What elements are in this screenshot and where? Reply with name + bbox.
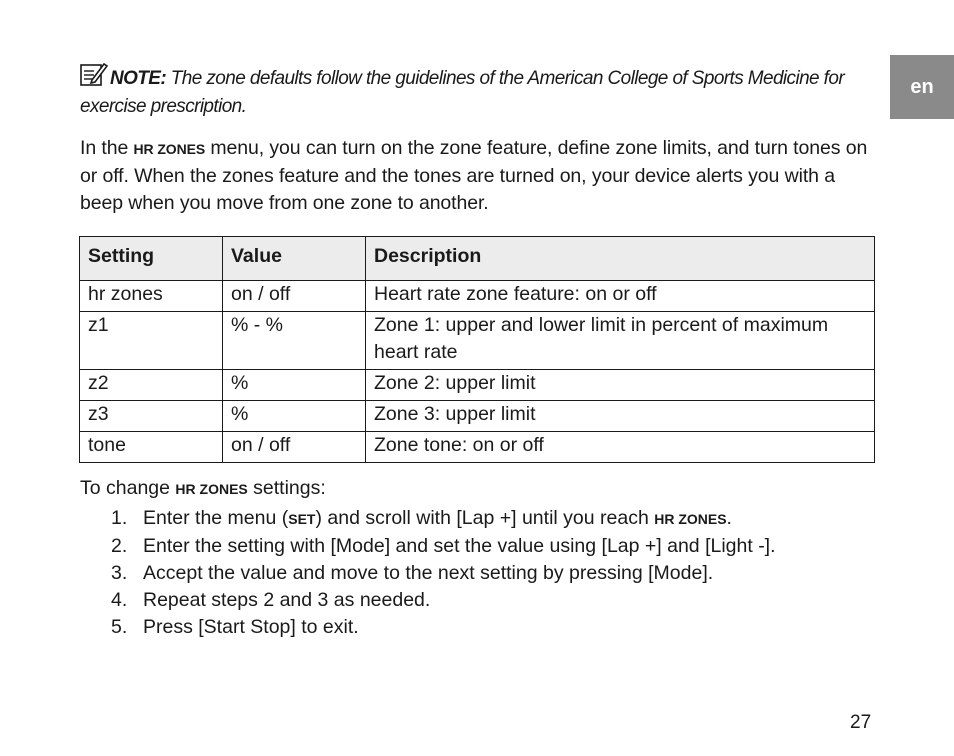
hr-zones-menu-name: HR ZONES	[175, 481, 248, 497]
cell-value: on / off	[223, 281, 366, 312]
change-text-start: To change	[80, 477, 176, 499]
cell-description: Zone 1: upper and lower limit in percent of maximum heart rate	[366, 312, 875, 370]
cell-description: Zone 2: upper limit	[366, 370, 875, 401]
list-item	[111, 533, 776, 560]
step-number: 3.	[111, 562, 128, 584]
step-text-part: .	[726, 507, 732, 529]
cell-description: Heart rate zone feature: on or off	[366, 281, 875, 312]
cell-setting: z2	[80, 370, 223, 401]
step-text: Accept the value and move to the next setting by pressing [Mode].	[143, 562, 714, 584]
cell-setting: z1	[80, 312, 223, 370]
cell-description: Zone 3: upper limit	[366, 401, 875, 432]
step-text: Repeat steps 2 and 3 as needed.	[143, 589, 431, 611]
table-row	[80, 401, 875, 432]
cell-value: %	[223, 370, 366, 401]
header-value: Value	[223, 237, 366, 281]
note-text: The zone defaults follow the guidelines of the American College of Sports Medicine for exercise prescription.	[80, 68, 845, 117]
step-text: Enter the setting with [Mode] and set the value using [Lap +] and [Light -].	[143, 535, 776, 557]
cell-value: % - %	[223, 312, 366, 370]
language-tab: en	[890, 55, 954, 119]
table-row	[80, 281, 875, 312]
header-description: Description	[366, 237, 875, 281]
header-setting: Setting	[80, 237, 223, 281]
step-number: 4.	[111, 589, 128, 611]
hr-zones-menu-name: HR ZONES	[654, 511, 727, 527]
note-paragraph	[80, 62, 880, 121]
list-item	[111, 560, 776, 587]
list-item	[111, 587, 776, 614]
list-item	[111, 614, 776, 641]
step-text-part: ) and scroll with [Lap +] until you reach	[315, 507, 655, 529]
table-row	[80, 312, 875, 370]
cell-setting: hr zones	[80, 281, 223, 312]
table-row	[80, 432, 875, 463]
intro-text-start: In the	[80, 137, 134, 159]
change-settings-intro	[80, 475, 326, 503]
hr-zones-menu-name: HR ZONES	[133, 141, 206, 157]
table-header-row	[80, 237, 875, 281]
settings-table	[79, 236, 875, 463]
change-text-end: settings:	[247, 477, 326, 499]
intro-text-end: menu, you can turn on the zone feature, define zone limits, and turn tones on or off. When the zones feature and the tones are turned on, your device alerts you with a beep when you move from one zone to another.	[80, 137, 868, 214]
table-row	[80, 370, 875, 401]
set-menu-name: SET	[288, 511, 316, 527]
cell-value: %	[223, 401, 366, 432]
intro-paragraph	[80, 135, 880, 217]
cell-description: Zone tone: on or off	[366, 432, 875, 463]
note-label: NOTE:	[110, 68, 167, 89]
page-number: 27	[850, 712, 872, 733]
step-number: 5.	[111, 616, 128, 638]
step-text-part: Enter the menu (	[143, 507, 289, 529]
list-item	[111, 505, 776, 533]
step-number: 2.	[111, 535, 128, 557]
cell-setting: z3	[80, 401, 223, 432]
cell-setting: tone	[80, 432, 223, 463]
step-text: Press [Start Stop] to exit.	[143, 616, 359, 638]
note-pencil-icon	[80, 62, 110, 86]
cell-value: on / off	[223, 432, 366, 463]
step-text	[143, 505, 732, 533]
steps-list	[111, 505, 776, 641]
step-number: 1.	[111, 507, 128, 529]
